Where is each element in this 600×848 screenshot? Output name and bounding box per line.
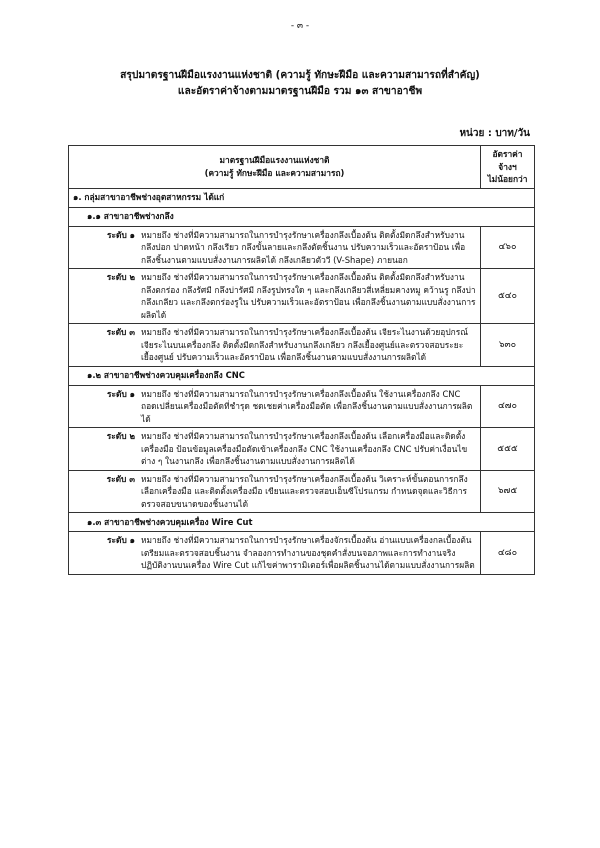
section-heading: ๑.๑ สาขาอาชีพช่างกลึง (69, 207, 535, 226)
level-description-cell (69, 532, 481, 575)
level-description: หมายถึง ช่างที่มีความสามารถในการบำรุงรักษาเครื่องกลึงเบื้องต้น ติดตั้งมีดกลึงสำหรับงานกลึงตกร่อง กลึงรัศมี กลึงบ่ารัศมี กลึงรูปทรงใด ๆ และกลึงเกลียวสี่เหลี่ยมคางหมู คว้านรู กลึงบ่า กลึงเกลียว และกลึงตกร่องรูใน ปรับความเร็วและอัตราป้อน เพื่อกลึงชิ้นงานตามแบบสั่งงานการผลิตได้ (141, 272, 476, 320)
level-description: หมายถึง ช่างที่มีความสามารถในการบำรุงรักษาเครื่องกลึงเบื้องต้น เจียระไนงานด้วยอุปกรณ์เจียระไนบนเครื่องกลึง ติดตั้งมีดกลึงสำหรับงานกลึงเกลียว กลึงเยื้องศูนย์และตรวจสอบระยะเยื้องศูนย์ ปรับความเร็วและอัตราป้อน เพื่อกลึงชิ้นงานตามแบบสั่งงานการผลิตได้ (141, 327, 468, 362)
wage-rate: ๔๗๐ (481, 385, 535, 428)
group-heading: ๑. กลุ่มสาขาอาชีพช่างอุตสาหกรรม ได้แก่ (69, 188, 535, 207)
level-label: ระดับ ๑ (107, 535, 135, 545)
level-content (73, 271, 476, 321)
wage-rate: ๕๔๐ (481, 269, 535, 324)
section-heading: ๑.๓ สาขาอาชีพช่างควบคุมเครื่อง Wire Cut (69, 513, 535, 532)
header-standards-line-1: มาตรฐานฝีมือแรงงานแห่งชาติ (219, 155, 330, 166)
level-description-cell (69, 428, 481, 471)
level-description-cell (69, 470, 481, 513)
level-label: ระดับ ๑ (107, 229, 135, 240)
level-description: หมายถึง ช่างที่มีความสามารถในการบำรุงรักษาเครื่องจักรเบื้องต้น อ่านแบบเครื่องกลเบื้องต้น เตรียมและตรวจสอบชิ้นงาน จำลองการทำงานของชุดคำสั่งบนจอภาพและการทำงานจริง ปฏิบัติงานบนเครื่อง Wire Cut แก้ไขค่าพารามิเตอร์เพื่อผลิตชิ้นงานได้ตามแบบสั่งงานการผลิต (141, 535, 475, 570)
level-row (69, 226, 535, 269)
level-content (73, 229, 476, 267)
level-label: ระดับ ๒ (106, 272, 135, 282)
level-content (73, 534, 476, 572)
level-description-cell (69, 269, 481, 324)
wage-rate: ๖๗๕ (481, 470, 535, 513)
level-description: หมายถึง ช่างที่มีความสามารถในการบำรุงรักษาเครื่องกลึงเบื้องต้น ติดตั้งมีดกลึงสำหรับงานกลึงปอก ปาดหน้า กลึงเรียว กลึงขั้นลายและกลึงตัดชิ้นงาน ปรับความเร็วและอัตราป้อน เพื่อกลึงชิ้นงานตามแบบสั่งงานการผลิตได้ กลึงเกลียวตัววี (V-Shape) ภายนอก (141, 229, 466, 265)
header-rate (481, 146, 535, 189)
group-row (69, 188, 535, 207)
wage-rate: ๖๓๐ (481, 324, 535, 367)
level-row (69, 428, 535, 471)
level-description: หมายถึง ช่างที่มีความสามารถในการบำรุงรักษาเครื่องกลึงเบื้องต้น เลือกเครื่องมือและติดตั้งเครื่องมือ ป้อนข้อมูลเครื่องมือตัดเข้าเครื่องกลึง CNC ใช้งานเครื่องกลึง CNC ปรับค่าเงื่อนไขต่าง ๆ ในงานกลึง เพื่อกลึงชิ้นงานตามแบบสั่งงานการผลิตได้ (141, 431, 468, 466)
header-rate-line-2: ไม่น้อยกว่า (487, 174, 528, 184)
level-row (69, 532, 535, 575)
level-label: ระดับ ๓ (106, 473, 135, 484)
level-label: ระดับ ๓ (106, 327, 135, 337)
standards-table (68, 145, 535, 575)
level-content (73, 473, 476, 511)
section-heading-row (69, 366, 535, 385)
header-rate-line-1: อัตราค่าจ้างฯ (492, 149, 523, 172)
section-heading: ๑.๒ สาขาอาชีพช่างควบคุมเครื่องกลึง CNC (69, 366, 535, 385)
level-row (69, 324, 535, 367)
level-label: ระดับ ๒ (106, 431, 135, 441)
level-description-cell (69, 226, 481, 269)
level-content (73, 388, 476, 426)
unit-label: หน่วย : บาท/วัน (459, 128, 530, 139)
wage-rate: ๔๖๐ (481, 226, 535, 269)
wage-rate: ๔๘๐ (481, 532, 535, 575)
level-description-cell (69, 385, 481, 428)
level-label: ระดับ ๑ (107, 388, 135, 399)
level-row (69, 269, 535, 324)
page-number: - ๓ - (290, 21, 310, 31)
level-description-cell (69, 324, 481, 367)
section-heading-row (69, 513, 535, 532)
level-row (69, 385, 535, 428)
header-standards-line-2: (ความรู้ ทักษะฝีมือ และความสามารถ) (204, 167, 345, 178)
table-body (69, 188, 535, 574)
level-row (69, 470, 535, 513)
wage-rate: ๕๕๕ (481, 428, 535, 471)
level-content (73, 430, 476, 468)
table-header-row (69, 146, 535, 189)
title-line-1: สรุปมาตรฐานฝีมือแรงงานแห่งชาติ (ความรู้ ทักษะฝีมือ และความสามารถที่สำคัญ) (120, 70, 480, 81)
section-heading-row (69, 207, 535, 226)
title-line-2: และอัตราค่าจ้างตามมาตรฐานฝีมือ รวม ๑๓ สาขาอาชีพ (177, 86, 423, 97)
level-description: หมายถึง ช่างที่มีความสามารถในการบำรุงรักษาเครื่องกลึงเบื้องต้น วิเคราะห์ขั้นตอนการกลึง เลือกเครื่องมือ และติดตั้งเครื่องมือ เขียนและตรวจสอบเอ็นซีโปรแกรม กำหนดจุดและวิธีการตรวจสอบขนาดของชิ้นงานได้ (141, 473, 468, 509)
document-title (60, 68, 540, 100)
header-standards (69, 146, 481, 189)
level-description: หมายถึง ช่างที่มีความสามารถในการบำรุงรักษาเครื่องกลึงเบื้องต้น ใช้งานเครื่องกลึง CNC ถอดเปลี่ยนเครื่องมือตัดที่ชำรุด ชดเชยค่าเครื่องมือตัด เพื่อกลึงชิ้นงานตามแบบสั่งงานการผลิตได้ (141, 388, 473, 424)
level-content (73, 326, 476, 364)
